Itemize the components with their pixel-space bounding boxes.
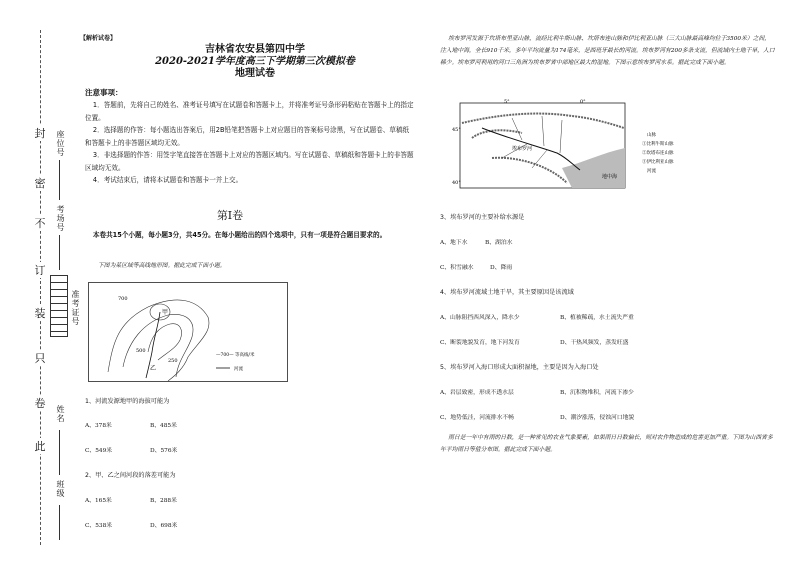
option: B、湖泊水 <box>485 240 513 246</box>
note-item: 4．考试结束后，请将本试题卷和答题卡一并上交。 <box>92 176 243 184</box>
option: B、植被稀疏，水土流失严重 <box>560 315 634 321</box>
seal-char: 此 <box>34 440 46 453</box>
ebro-map <box>452 98 702 193</box>
note-item: 1．答题前，先将自己的姓名、准考证号填写在试题卷和答题卡上，并将准考证号条形码粘贴在答题卡上的指定位置。 <box>85 101 414 122</box>
outro-paragraph: 雨日是一年中有雨的日数，是一种常见的农业气象要素，如果雨日日数偏长，则对农作物造成的危害更加严重。下图为山西省多年平均雨日等值分布图。据此完成下面小题。 <box>440 435 773 453</box>
exam-id-label: 准考证号 <box>71 290 80 326</box>
sea-name: 地中海 <box>602 174 618 180</box>
option: D、干热风频发，蒸发旺盛 <box>560 340 629 346</box>
contour-map <box>88 282 288 382</box>
question-2: 2、甲、乙之间河段的落差可能为 <box>85 472 176 479</box>
legend-item: ③伊比利亚山脉 <box>642 160 674 165</box>
question-5: 5、埃布罗河入海口形成大面积湿地，主要是因为入海口处 <box>440 364 599 371</box>
lat-label: 40° <box>452 180 461 186</box>
doc-tag: 【解析试卷】 <box>80 35 117 42</box>
exam-title: 2020-2021学年度高三下学期第三次模拟卷 <box>155 56 355 67</box>
river-name: 埃布罗河 <box>512 146 533 152</box>
legend-item: 河流 <box>647 169 656 174</box>
seal-char: 卷 <box>34 397 46 410</box>
lon-label: 0° <box>580 99 586 105</box>
room-number-label: 考场号 <box>56 205 65 232</box>
seal-dashed-line <box>40 30 41 545</box>
subject-title: 地理试卷 <box>235 68 275 79</box>
binding-margin <box>0 0 80 562</box>
option: D、降雨 <box>490 265 513 271</box>
legend-river: 河流 <box>234 367 243 372</box>
section-title: 第Ⅰ卷 <box>216 209 244 222</box>
legend-item: ②坎塔布连山脉 <box>642 151 674 156</box>
seal-char: 封 <box>34 127 46 140</box>
legend-item: ①比利牛斯山脉 <box>642 142 674 147</box>
class-line[interactable] <box>59 505 60 540</box>
contour-label: 500 <box>136 348 146 354</box>
legend-contour: —700— 等高线/米 <box>216 353 255 358</box>
option: A、岩层致密，形成不透水层 <box>440 390 514 396</box>
option: C、538米 <box>85 523 113 529</box>
question-1: 1、河流发源地甲的海拔可能为 <box>85 398 170 405</box>
option: C、地势低洼，河流排水不畅 <box>440 415 514 421</box>
section-description: 本卷共15个小题，每小题3分，共45分。在每小题给出的四个选项中，只有一项是符合题目要求的。 <box>92 231 387 239</box>
option: D、698米 <box>150 523 178 529</box>
class-label: 班级 <box>56 480 65 498</box>
room-number-line[interactable] <box>59 235 60 270</box>
lead-text: 下图为某区域等高线地形图。据此完成下面小题。 <box>98 263 226 269</box>
seat-number-line[interactable] <box>59 160 60 200</box>
seal-char: 密 <box>34 177 46 190</box>
option: A、165米 <box>85 498 112 504</box>
seal-char: 只 <box>34 352 46 365</box>
option: C、断裂地貌发育，地下河发育 <box>440 340 520 346</box>
note-item: 3．非选择题的作答：用签字笔直接答在答题卡上对应的答题区域内。写在试题卷、草稿纸和答题卡上的非答题区域均无效。 <box>85 151 414 172</box>
option: A、山脉阻挡西风深入，降水少 <box>440 315 520 321</box>
seat-number-label: 座位号 <box>56 130 65 157</box>
seal-char: 订 <box>34 264 46 277</box>
contour-label: 700 <box>118 296 128 302</box>
question-3: 3、埃布罗河的主要补给水源是 <box>440 214 525 221</box>
note-item: 2．选择题的作答：每小题选出答案后，用2B铅笔把答题卡上对应题目的答案标号涂黑，写在试题卷、草稿纸和答题卡上的非答题区域均无效。 <box>85 126 410 147</box>
option: D、576米 <box>150 448 178 454</box>
option: A、378米 <box>85 423 112 429</box>
notes-heading: 注意事项： <box>85 88 123 97</box>
option: D、潮汐涨落，侵蚀河口地貌 <box>560 415 635 421</box>
name-label: 姓名 <box>56 405 65 423</box>
option: B、485米 <box>150 423 177 429</box>
option: C、积雪融水 <box>440 265 474 271</box>
seal-char: 装 <box>34 307 46 320</box>
lat-label: 45° <box>452 127 461 133</box>
school-title: 吉林省农安县第四中学 <box>205 44 305 55</box>
intro-paragraph: 埃布罗河发源于坎塔布里亚山脉，流经比利牛斯山脉、坎塔布连山脉和伊比利亚山脉（三大山脉最高峰均位于3500米）之间，注入地中海，全长910千米，多年平均流量为174毫米，是西班牙最长的河流。埃布罗河有200多条支流，但流域内土地干旱，人口稀少。埃布罗河利用的河口三角洲为埃布罗省中部地区最大的湿地。下图示意埃布罗河水系。据此完成下面小题。 <box>440 36 775 66</box>
option: A、地下水 <box>440 240 468 246</box>
name-line[interactable] <box>59 430 60 475</box>
exam-id-boxes[interactable] <box>50 275 68 337</box>
legend-item: 山脉 <box>647 133 656 138</box>
lon-label: 5° <box>504 99 510 105</box>
question-4: 4、埃布罗河流域土地干旱，其主要原因是该流域 <box>440 289 574 296</box>
seal-char: 不 <box>34 217 46 230</box>
contour-label: 250 <box>168 358 178 364</box>
point-label: 乙 <box>150 365 157 372</box>
point-label: 甲 <box>162 309 169 316</box>
option: B、288米 <box>150 498 177 504</box>
option: C、549米 <box>85 448 113 454</box>
option: B、沉积物堆积，河流下渗少 <box>560 390 634 396</box>
